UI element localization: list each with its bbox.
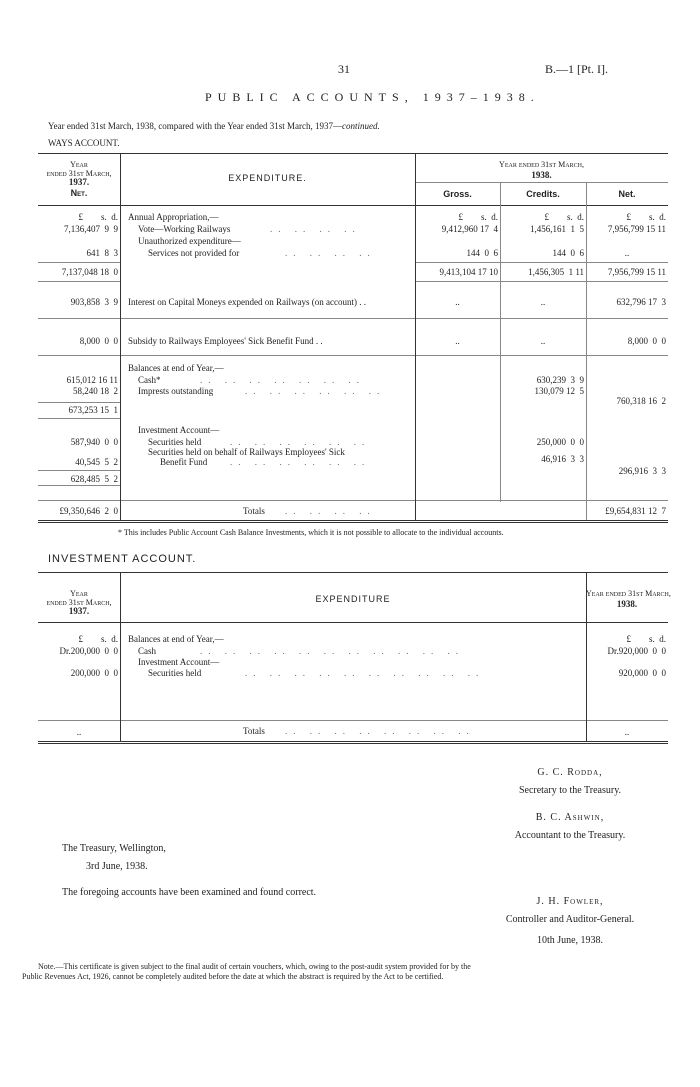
note-line: Public Revenues Act, 1926, cannot be completely audited before the date at which the abstract is required by the Act to be certified.	[22, 972, 444, 981]
cell-credits: 46,916 3 3	[541, 454, 584, 464]
signatory-name: G. C. Rodda,	[537, 767, 603, 778]
row-label: Investment Account—	[138, 657, 220, 667]
signatory-name: J. H. Fowler,	[536, 896, 604, 907]
date: 3rd June, 1938.	[86, 861, 148, 872]
signatory-title: Controller and Auditor-General.	[505, 914, 635, 925]
cell-current: Dr.920,000 0 0	[607, 646, 666, 656]
document-reference: B.—1 [Pt. I].	[545, 62, 608, 76]
cell-prev: 615,012 16 11	[66, 375, 118, 385]
row-label: Unauthorized expenditure—	[138, 236, 241, 246]
row-label: Securities held on behalf of Railways Employees' Sick	[148, 447, 345, 457]
invest-col-expenditure: EXPENDITURE	[315, 594, 391, 604]
cell-prev: 628,485 5 2	[70, 474, 118, 484]
cell-net: 760,318 16 2	[616, 396, 666, 406]
row-label: Benefit Fund	[160, 457, 208, 467]
ways-col-net: Net.	[618, 189, 636, 199]
row-label: Subsidy to Railways Employees' Sick Benefit Fund . .	[128, 336, 323, 346]
cell-current: 920,000 0 0	[618, 668, 666, 678]
row-label: Balances at end of Year,—	[128, 634, 224, 644]
row-label: Balances at end of Year,—	[128, 363, 224, 373]
lsd-marker: £ s. d.	[78, 634, 118, 644]
row-label: Interest on Capital Moneys expended on Railways (on account) . .	[128, 297, 366, 307]
cell-gross: ..	[455, 336, 460, 346]
cell-net: ..	[624, 248, 630, 258]
row-label: Services not provided for	[148, 248, 240, 258]
row-label: Securities held	[148, 437, 202, 447]
signatory-title: Accountant to the Treasury.	[514, 830, 626, 841]
cell-gross: 9,413,104 17 10	[439, 267, 498, 277]
cell-net: 7,956,799 15 11	[607, 267, 666, 277]
page-number: 31	[338, 62, 350, 76]
cell-prev: 7,137,048 18 0	[61, 267, 118, 277]
cell-prev: Dr.200,000 0 0	[59, 646, 118, 656]
cell-gross: 144 0 6	[466, 248, 498, 258]
row-label: Annual Appropriation,—	[128, 212, 219, 222]
totals-label: Totals	[243, 506, 265, 516]
row-label: Cash*	[138, 375, 161, 385]
totals-prev: ..	[76, 727, 82, 737]
investment-section-title: INVESTMENT ACCOUNT.	[48, 553, 197, 565]
ways-col-gross: Gross.	[443, 189, 472, 199]
cell-credits: 130,079 12 5	[534, 386, 584, 396]
ways-col-current-year: Year ended 31st March, 1938.	[499, 160, 584, 180]
ways-col-expenditure: EXPENDITURE.	[228, 173, 307, 183]
cell-prev: 673,253 15 1	[68, 405, 118, 415]
cell-credits: 1,456,161 1 5	[530, 224, 584, 234]
note-line: Note.—This certificate is given subject to the final audit of certain vouchers, which, owing to the post-audit system provided for by the	[38, 962, 471, 971]
totals-prev: £9,350,646 2 0	[59, 506, 118, 516]
lsd-marker: £ s. d.	[626, 634, 666, 644]
cell-gross: 9,412,960 17 4	[441, 224, 498, 234]
signatory-title: Secretary to the Treasury.	[518, 785, 622, 796]
cell-credits: 144 0 6	[552, 248, 584, 258]
lsd-marker: £ s. d.	[626, 212, 666, 222]
row-label: Cash	[138, 646, 156, 656]
cell-gross: ..	[455, 297, 460, 307]
signatory-date: 10th June, 1938.	[536, 935, 604, 946]
ways-col-credits: Credits.	[526, 189, 560, 199]
signatory-name: B. C. Ashwin,	[535, 812, 605, 823]
cell-credits: 1,456,305 1 11	[528, 267, 584, 277]
ways-section-title: WAYS ACCOUNT.	[48, 138, 120, 148]
cell-prev: 40,545 5 2	[75, 457, 118, 467]
cell-credits: 630,239 3 9	[536, 375, 584, 385]
row-label: Vote—Working Railways	[138, 224, 231, 234]
cell-prev: 641 8 3	[86, 248, 118, 258]
ways-col-prev-year: Year ended 31st March, 1937. Net.	[46, 160, 112, 198]
place: The Treasury, Wellington,	[62, 843, 166, 854]
cell-net: 7,956,799 15 11	[607, 224, 666, 234]
cell-prev: 58,240 18 2	[73, 386, 118, 396]
row-label: Securities held	[148, 668, 202, 678]
cell-credits: 250,000 0 0	[536, 437, 584, 447]
footnote: * This includes Public Account Cash Balance Investments, which it is not possible to allocate to the individual accounts.	[118, 528, 504, 537]
cell-prev: 7,136,407 9 9	[64, 224, 118, 234]
cell-prev: 903,858 3 9	[70, 297, 118, 307]
page-title: PUBLIC ACCOUNTS, 1937–1938.	[205, 90, 540, 104]
cell-prev: 8,000 0 0	[79, 336, 118, 346]
subtitle: Year ended 31st March, 1938, compared with the Year ended 31st March, 1937—continued.	[48, 121, 380, 131]
lsd-marker: £ s. d.	[544, 212, 584, 222]
cell-credits: ..	[540, 336, 546, 346]
lsd-marker: £ s. d.	[78, 212, 118, 222]
totals-current: ..	[624, 727, 630, 737]
row-label: Imprests outstanding	[138, 386, 214, 396]
invest-col-current-year: Year ended 31st March, 1938.	[586, 589, 671, 609]
cell-net: 296,916 3 3	[618, 466, 666, 476]
invest-col-prev-year: Year ended 31st March, 1937.	[46, 589, 112, 616]
row-label: Investment Account—	[138, 425, 220, 435]
cell-prev: 587,940 0 0	[70, 437, 118, 447]
cell-prev: 200,000 0 0	[70, 668, 118, 678]
totals-net: £9,654,831 12 7	[605, 506, 666, 516]
totals-label: Totals	[243, 726, 265, 736]
lsd-marker: £ s. d.	[458, 212, 498, 222]
cell-credits: ..	[540, 297, 546, 307]
examined-statement: The foregoing accounts have been examined and found correct.	[62, 887, 317, 898]
cell-net: 8,000 0 0	[627, 336, 666, 346]
cell-net: 632,796 17 3	[616, 297, 666, 307]
